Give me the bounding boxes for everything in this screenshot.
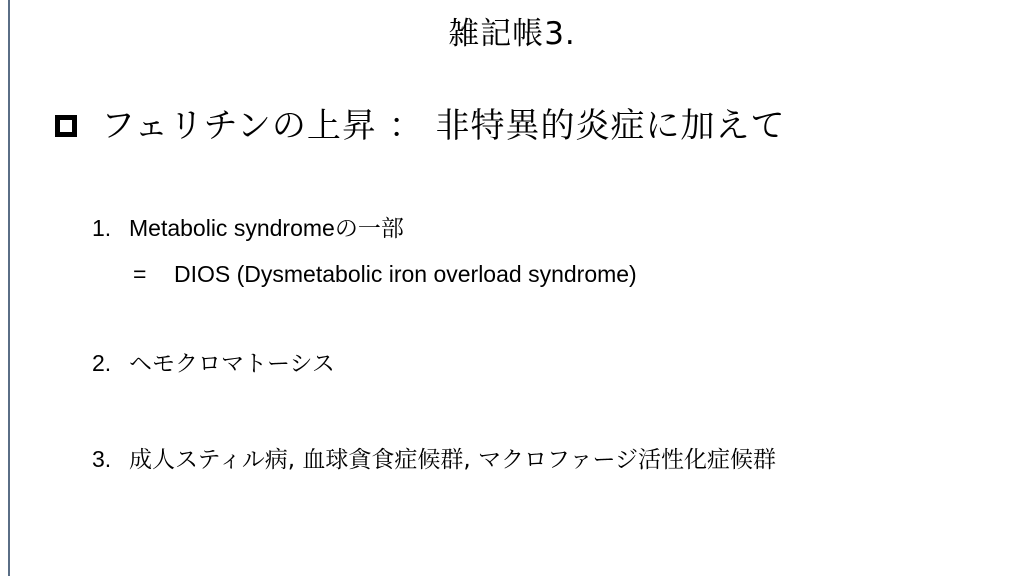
list-item-3	[92, 441, 776, 478]
heading-text: フェリチンの上昇 ： 非特異的炎症に加えて	[101, 106, 786, 146]
subline-text: DIOS (Dysmetabolic iron overload syndrome)	[174, 261, 637, 287]
list-item-text-jp: の一部	[334, 216, 404, 242]
list-item-number: 1.	[92, 215, 112, 241]
heading-row	[50, 100, 786, 152]
list-item-text-latin: Metabolic syndrome	[129, 215, 335, 241]
list-item-text: 成人スティル病, 血球貪食症候群, マクロファージ活性化症候群	[129, 447, 777, 473]
list-item-number: 3.	[92, 446, 112, 472]
list-item-1-subline	[133, 256, 637, 292]
list-item-1	[92, 210, 404, 247]
hollow-square-bullet-icon	[55, 115, 77, 137]
left-border-line	[8, 0, 10, 576]
list-item-number: 2.	[92, 350, 112, 376]
list-item-2	[92, 345, 335, 382]
list-item-text: ヘモクロマトーシス	[129, 351, 335, 377]
equals-sign: =	[133, 261, 147, 287]
slide-title: 雑記帳3.	[448, 16, 576, 52]
